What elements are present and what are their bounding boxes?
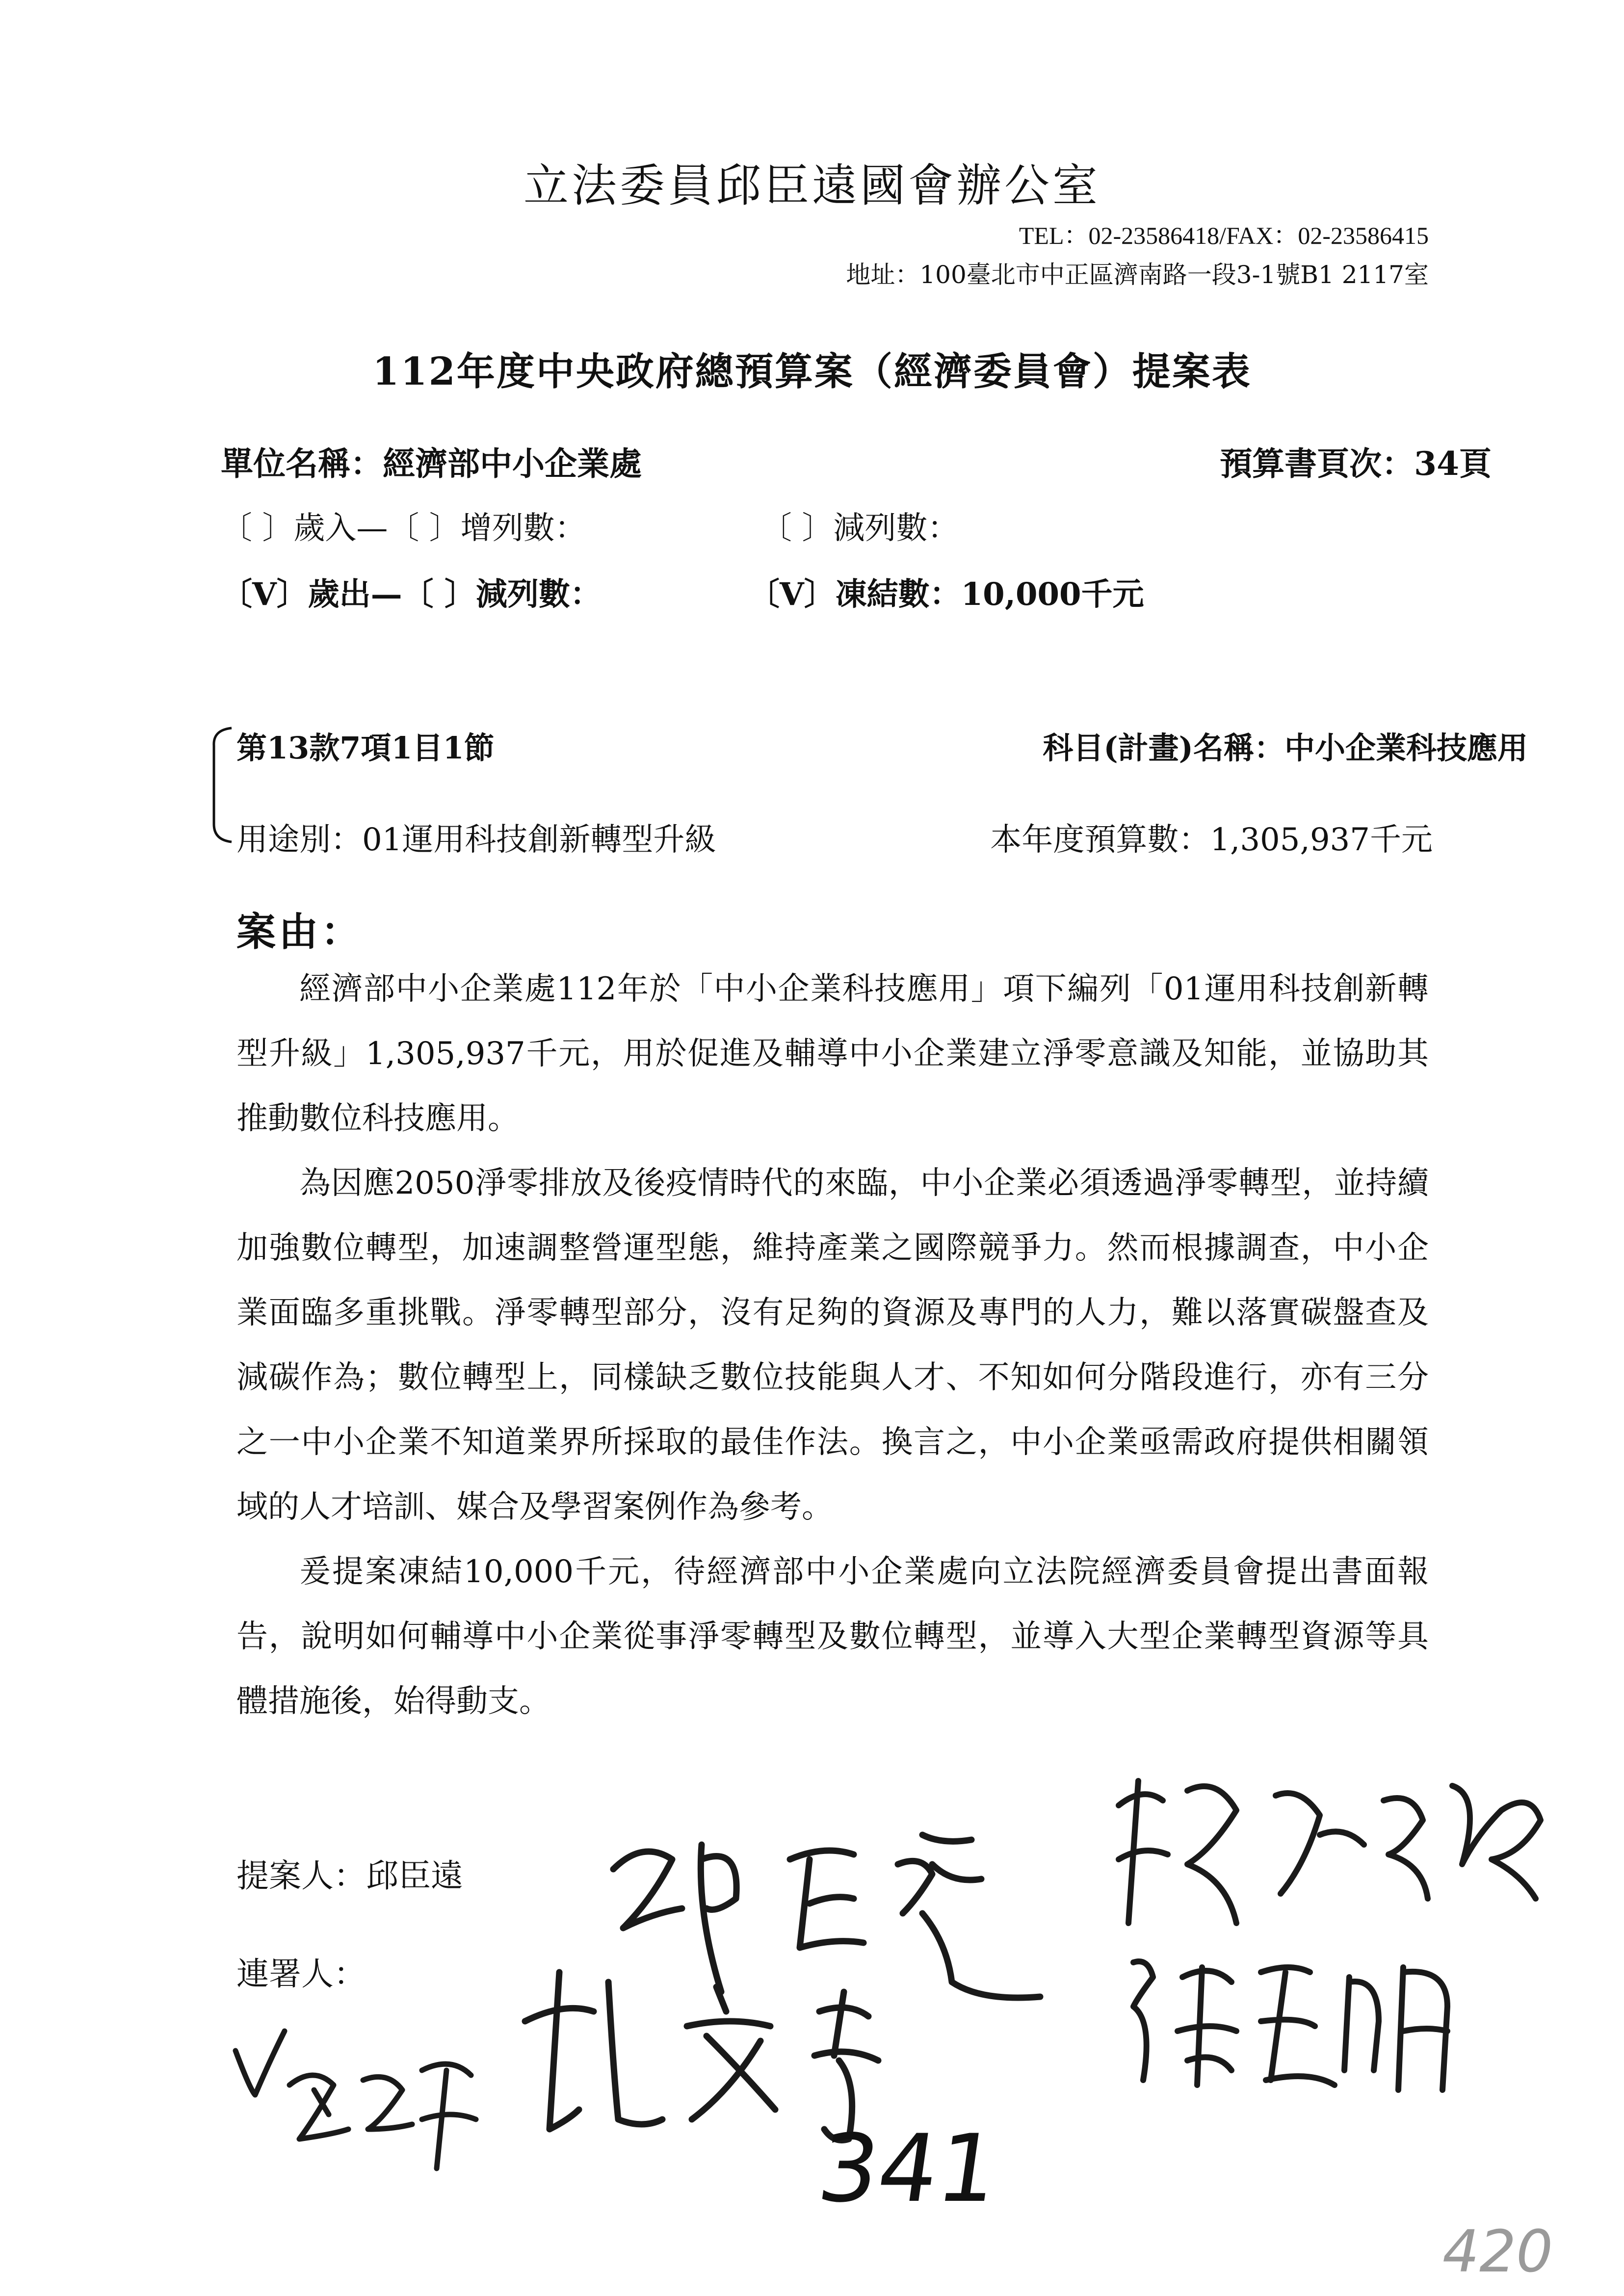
case-paragraph-1: 經濟部中小企業處112年於「中小企業科技應用」項下編列「01運用科技創新轉型升級」1,305,937千元，用於促進及輔導中小企業建立淨零意識及知能，並協助其推動數位科技應用。 <box>236 971 1429 1137</box>
budget-page-ref: 預算書頁次：34頁 <box>1220 444 1492 483</box>
case-body <box>236 957 1429 1734</box>
office-address: 地址：100臺北市中正區濟南路一段3-1號B1 2117室 <box>846 261 1429 289</box>
expense-freeze-line: 〔V〕凍結數：10,000千元 <box>748 576 1144 613</box>
annual-budget: 本年度預算數：1,305,937千元 <box>990 822 1433 858</box>
subject-name: 科目(計畫)名稱：中小企業科技應用 <box>1043 730 1528 766</box>
case-heading: 案由： <box>236 909 363 955</box>
stamp-number: 341 <box>812 2114 1005 2223</box>
cosigner-label: 連署人： <box>236 1955 366 1993</box>
form-title: 112年度中央政府總預算案（經濟委員會）提案表 <box>372 349 1252 394</box>
revenue-increase-line: 〔 〕歲入—〔 〕增列數： <box>221 510 586 547</box>
contact-phone-fax: TEL：02-23586418/FAX：02-23586415 <box>1019 222 1429 249</box>
unit-name: 單位名稱：經濟部中小企業處 <box>221 444 642 483</box>
section-brace-icon <box>210 726 234 844</box>
case-paragraph-2: 為因應2050淨零排放及後疫情時代的來臨，中小企業必須透過淨零轉型，並持續加強數位轉型，加速調整營運型態，維持產業之國際競爭力。然而根據調查，中小企業面臨多重挑戰。淨零轉型部分，沒有足夠的資源及專門的人力，難以落實碳盤查及減碳作為；數位轉型上，同樣缺乏數位技能與人才、不知如何分階段進行，亦有三分之一中小企業不知道業界所採取的最佳作法。換言之，中小企業亟需政府提供相關領域的人才培訓、媒合及學習案例作為參考。 <box>236 1165 1429 1525</box>
signature-chen <box>1104 1923 1506 2119</box>
case-paragraph-3: 爰提案凍結10,000千元，待經濟部中小企業處向立法院經濟委員會提出書面報告，說明如何輔導中小企業從事淨零轉型及數位轉型，並導入大型企業轉型資源等具體措施後，始得動支。 <box>236 1554 1429 1720</box>
purpose-category: 用途別：01運用科技創新轉型升級 <box>236 822 716 858</box>
revenue-decrease-line: 〔 〕減列數： <box>760 510 959 547</box>
signature-yang <box>1089 1737 1555 1943</box>
budget-section: 第13款7項1目1節 <box>236 730 495 766</box>
expense-decrease-line: 〔V〕歲出—〔 〕減列數： <box>221 576 602 613</box>
proposer-label: 提案人：邱臣遠 <box>236 1857 463 1895</box>
faint-handwritten-number: 420 <box>1442 2218 1553 2285</box>
office-heading: 立法委員邱臣遠國會辦公室 <box>523 159 1100 212</box>
signature-kao <box>216 2011 491 2173</box>
